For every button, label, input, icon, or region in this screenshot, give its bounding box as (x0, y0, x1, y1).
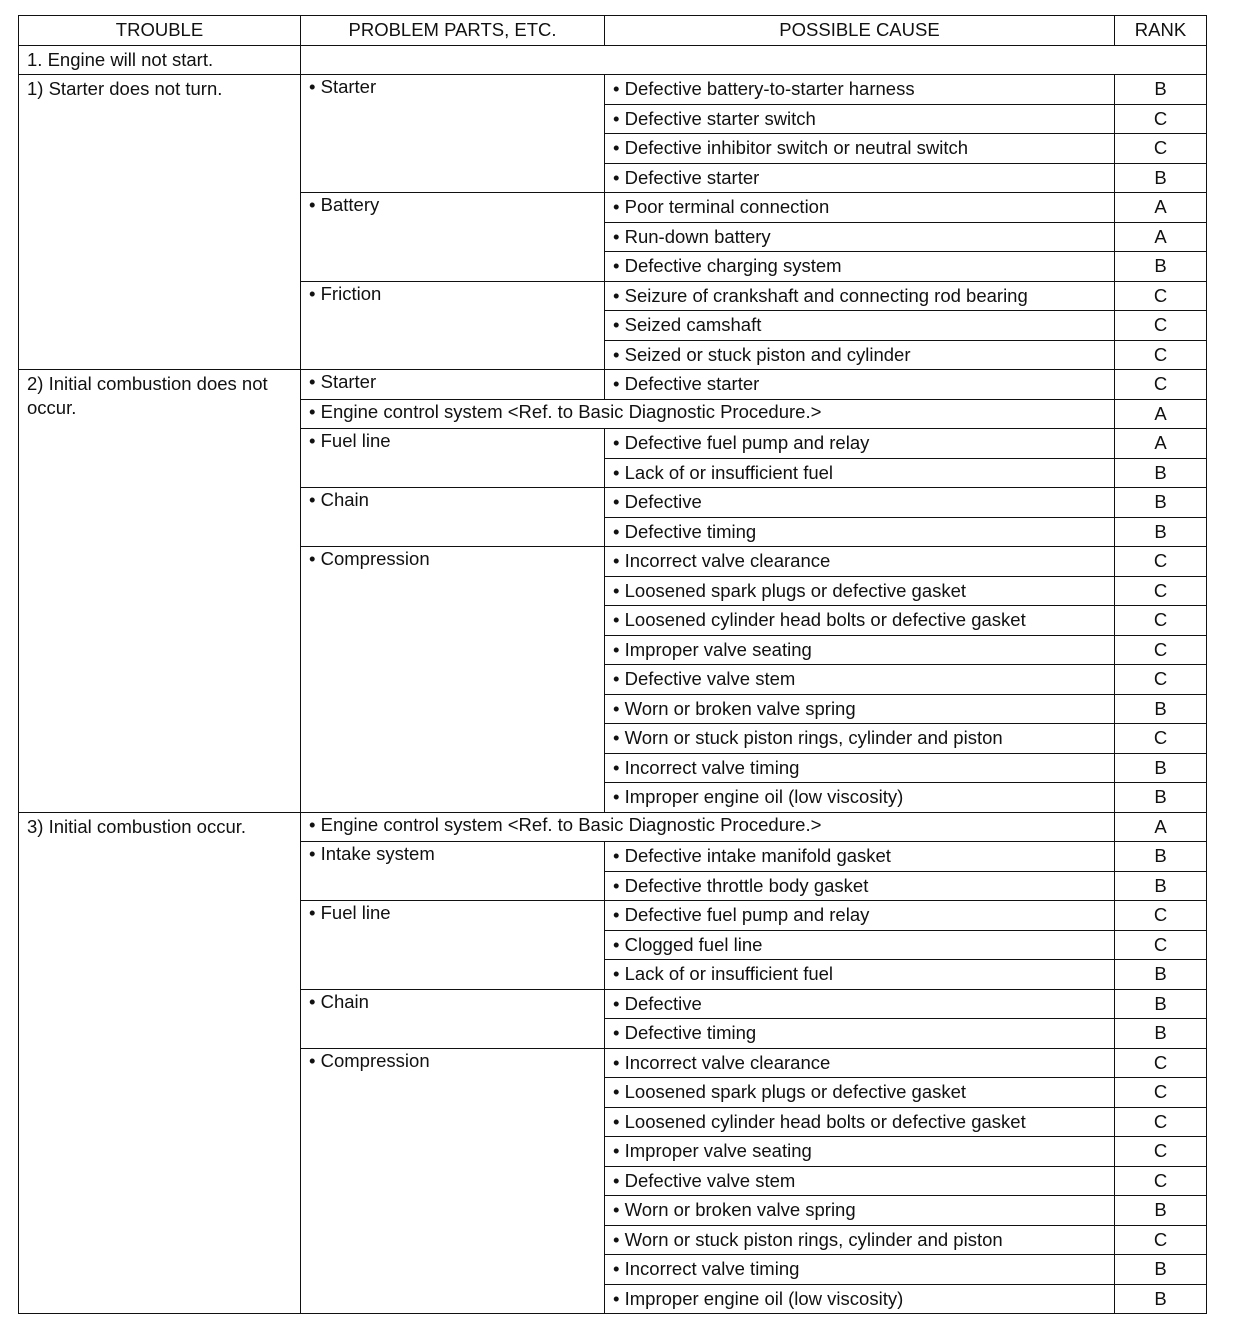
possible-cause-cell: • Defective inhibitor switch or neutral switch (605, 134, 1115, 164)
rank-cell: B (1115, 1019, 1207, 1049)
rank-cell: C (1115, 1107, 1207, 1137)
possible-cause-cell: • Defective valve stem (605, 1166, 1115, 1196)
possible-cause-cell: • Lack of or insufficient fuel (605, 960, 1115, 990)
rank-cell: A (1115, 193, 1207, 223)
rank-cell: B (1115, 871, 1207, 901)
rank-cell: C (1115, 901, 1207, 931)
problem-part-cell: • Compression (301, 547, 605, 813)
problem-part-cell: • Chain (301, 488, 605, 547)
possible-cause-cell: • Defective valve stem (605, 665, 1115, 695)
possible-cause-cell: • Run-down battery (605, 222, 1115, 252)
section-title-blank (301, 45, 1207, 75)
trouble-cell: 1) Starter does not turn. (19, 75, 301, 370)
troubleshooting-table (18, 15, 1207, 1314)
possible-cause-cell: • Worn or stuck piston rings, cylinder and piston (605, 1225, 1115, 1255)
possible-cause-cell: • Defective timing (605, 517, 1115, 547)
rank-cell: B (1115, 517, 1207, 547)
rank-cell: B (1115, 488, 1207, 518)
possible-cause-cell: • Incorrect valve timing (605, 1255, 1115, 1285)
problem-part-cell: • Fuel line (301, 429, 605, 488)
trouble-cell: 2) Initial combustion does not occur. (19, 370, 301, 813)
possible-cause-cell: • Seized or stuck piston and cylinder (605, 340, 1115, 370)
possible-cause-cell: • Incorrect valve timing (605, 753, 1115, 783)
rank-cell: B (1115, 960, 1207, 990)
possible-cause-cell: • Defective fuel pump and relay (605, 901, 1115, 931)
header-problem-parts: PROBLEM PARTS, ETC. (301, 16, 605, 46)
trouble-cell: 3) Initial combustion occur. (19, 812, 301, 1314)
rank-cell: A (1115, 429, 1207, 459)
possible-cause-cell: • Loosened spark plugs or defective gasket (605, 576, 1115, 606)
problem-part-cell: • Starter (301, 75, 605, 193)
possible-cause-cell: • Defective starter (605, 163, 1115, 193)
rank-cell: A (1115, 222, 1207, 252)
rank-cell: C (1115, 104, 1207, 134)
rank-cell: B (1115, 989, 1207, 1019)
possible-cause-cell: • Defective timing (605, 1019, 1115, 1049)
rank-cell: B (1115, 1196, 1207, 1226)
possible-cause-cell: • Defective battery-to-starter harness (605, 75, 1115, 105)
table-row (19, 370, 1207, 400)
rank-cell: B (1115, 783, 1207, 813)
possible-cause-cell: • Poor terminal connection (605, 193, 1115, 223)
rank-cell: B (1115, 252, 1207, 282)
rank-cell: B (1115, 458, 1207, 488)
table-body (19, 45, 1207, 1314)
possible-cause-cell: • Seizure of crankshaft and connecting rod bearing (605, 281, 1115, 311)
possible-cause-cell: • Defective throttle body gasket (605, 871, 1115, 901)
rank-cell: B (1115, 842, 1207, 872)
possible-cause-cell: • Loosened spark plugs or defective gasket (605, 1078, 1115, 1108)
problem-part-cell: • Friction (301, 281, 605, 370)
header-possible-cause: POSSIBLE CAUSE (605, 16, 1115, 46)
problem-part-cell: • Fuel line (301, 901, 605, 990)
problem-part-cell: • Chain (301, 989, 605, 1048)
possible-cause-cell: • Incorrect valve clearance (605, 1048, 1115, 1078)
possible-cause-cell: • Worn or stuck piston rings, cylinder and piston (605, 724, 1115, 754)
rank-cell: C (1115, 1137, 1207, 1167)
possible-cause-cell: • Defective (605, 989, 1115, 1019)
header-trouble: TROUBLE (19, 16, 301, 46)
rank-cell: B (1115, 694, 1207, 724)
rank-cell: B (1115, 1284, 1207, 1314)
possible-cause-cell: • Lack of or insufficient fuel (605, 458, 1115, 488)
rank-cell: B (1115, 753, 1207, 783)
rank-cell: B (1115, 163, 1207, 193)
problem-part-cell: • Compression (301, 1048, 605, 1314)
possible-cause-cell: • Defective fuel pump and relay (605, 429, 1115, 459)
possible-cause-cell: • Defective starter (605, 370, 1115, 400)
rank-cell: C (1115, 1166, 1207, 1196)
rank-cell: C (1115, 134, 1207, 164)
possible-cause-cell: • Improper engine oil (low viscosity) (605, 1284, 1115, 1314)
section-title-row (19, 45, 1207, 75)
rank-cell: C (1115, 1225, 1207, 1255)
header-rank: RANK (1115, 16, 1207, 46)
header-row (19, 16, 1207, 46)
section-title: 1. Engine will not start. (19, 45, 301, 75)
rank-cell: A (1115, 812, 1207, 842)
table-row (19, 812, 1207, 842)
rank-cell: C (1115, 1048, 1207, 1078)
problem-part-cell: • Engine control system <Ref. to Basic Diagnostic Procedure.> (301, 399, 1115, 429)
rank-cell: B (1115, 1255, 1207, 1285)
rank-cell: C (1115, 340, 1207, 370)
possible-cause-cell: • Clogged fuel line (605, 930, 1115, 960)
possible-cause-cell: • Defective starter switch (605, 104, 1115, 134)
rank-cell: C (1115, 724, 1207, 754)
rank-cell: C (1115, 281, 1207, 311)
possible-cause-cell: • Loosened cylinder head bolts or defective gasket (605, 1107, 1115, 1137)
possible-cause-cell: • Improper valve seating (605, 1137, 1115, 1167)
rank-cell: C (1115, 311, 1207, 341)
possible-cause-cell: • Incorrect valve clearance (605, 547, 1115, 577)
rank-cell: C (1115, 635, 1207, 665)
possible-cause-cell: • Worn or broken valve spring (605, 1196, 1115, 1226)
rank-cell: C (1115, 547, 1207, 577)
possible-cause-cell: • Seized camshaft (605, 311, 1115, 341)
rank-cell: C (1115, 1078, 1207, 1108)
problem-part-cell: • Engine control system <Ref. to Basic Diagnostic Procedure.> (301, 812, 1115, 842)
rank-cell: C (1115, 930, 1207, 960)
possible-cause-cell: • Defective intake manifold gasket (605, 842, 1115, 872)
rank-cell: B (1115, 75, 1207, 105)
possible-cause-cell: • Improper engine oil (low viscosity) (605, 783, 1115, 813)
rank-cell: C (1115, 665, 1207, 695)
rank-cell: A (1115, 399, 1207, 429)
rank-cell: C (1115, 576, 1207, 606)
possible-cause-cell: • Worn or broken valve spring (605, 694, 1115, 724)
possible-cause-cell: • Defective charging system (605, 252, 1115, 282)
problem-part-cell: • Battery (301, 193, 605, 282)
possible-cause-cell: • Improper valve seating (605, 635, 1115, 665)
table-row (19, 75, 1207, 105)
problem-part-cell: • Starter (301, 370, 605, 400)
possible-cause-cell: • Defective (605, 488, 1115, 518)
rank-cell: C (1115, 370, 1207, 400)
rank-cell: C (1115, 606, 1207, 636)
possible-cause-cell: • Loosened cylinder head bolts or defective gasket (605, 606, 1115, 636)
problem-part-cell: • Intake system (301, 842, 605, 901)
